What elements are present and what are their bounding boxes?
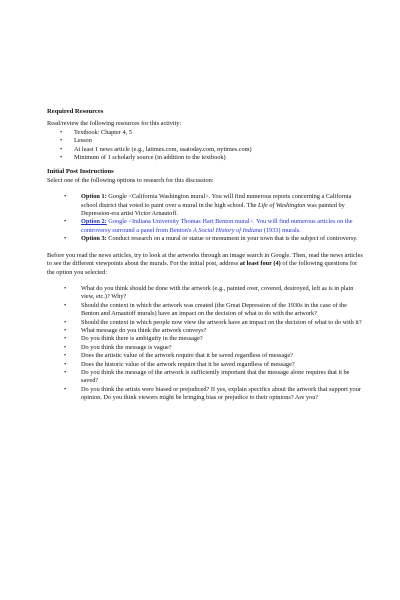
- option-1: [47, 193, 365, 218]
- instructions-paragraph: [47, 252, 365, 277]
- list-item: • Does the historic value of the artwork require that it be saved regardless of message?: [47, 361, 365, 369]
- resources-intro: Read/review the following resources for this activity:: [47, 120, 182, 128]
- option-3: [47, 235, 365, 243]
- option-2[interactable]: [47, 218, 365, 235]
- required-resources-heading: Required Resources: [47, 108, 104, 115]
- option-text: Conduct research on a mural or statue or monument in your town that is the subject of controversy.: [106, 235, 358, 243]
- list-item: • Does the artistic value of the artwork require that it be saved regardless of message?: [47, 352, 365, 360]
- option-text: Google <California Washington mural>. You will find numerous reports concerning a California school district that voted to paint over a mural in the high school. The: [81, 193, 352, 209]
- list-item: • What do you think should be done with the artwork (e.g., painted over, covered, destroyed, left as is in plain view, etc.)? Why?: [47, 285, 365, 302]
- options-list: [47, 193, 365, 243]
- option-label: Option 1:: [81, 193, 107, 201]
- list-item: • Should the context in which the artwork was created (the Great Depression of the 1930s in the case of the Benton and Arnautoff murals) have an impact on the decision of what to do with the artwork?: [47, 302, 365, 319]
- resources-list: [47, 129, 365, 163]
- option-label: Option 3:: [81, 235, 107, 243]
- option-text-end: was painted by Depression-era artist Victor Arnautoff.: [81, 201, 345, 218]
- initial-post-heading: Initial Post Instructions: [47, 168, 114, 176]
- list-item: • At least 1 news article (e.g., latimes.com, usatoday.com, nytimes.com): [47, 146, 365, 154]
- list-item: • Do you think the message is vague?: [47, 344, 365, 352]
- option-artwork-title: A Social History of Indiana: [193, 226, 263, 234]
- list-item: • Do you think the message of the artwork is sufficiently important that the message alone requires that it be saved?: [47, 369, 365, 386]
- option-artwork-title: Life of Washington: [258, 201, 306, 209]
- list-item: • Do you think there is ambiguity in the message?: [47, 335, 365, 343]
- list-item: • Minimum of 1 scholarly source (in addition to the textbook): [47, 154, 365, 162]
- paragraph-text: Before you read the news articles, try to look at the artworks through an image search in Google. Then, read the news articles to see the different viewpoints about the murals. For the initial post, address: [47, 251, 363, 268]
- paragraph-emphasis: at least four (4): [239, 260, 281, 268]
- paragraph-text-end: of the following questions for the option you selected:: [47, 260, 358, 276]
- option-text-end: (1933) murals.: [262, 226, 301, 234]
- document-page: [47, 108, 365, 403]
- option-label-link[interactable]: Option 2:: [81, 218, 107, 226]
- list-item: • What message do you think the artwork conveys?: [47, 327, 365, 335]
- instructions-intro: Select one of the following options to research for this discussion:: [47, 176, 214, 184]
- questions-list: [47, 285, 365, 403]
- option-text: Google <Indiana University Thomas Hart Benton mural>. You will find numerous articles on the controversy surround a panel from Benton's: [81, 218, 353, 234]
- list-item: • Should the context in which people now view the artwork have an impact on the decision of what to do with it?: [47, 319, 365, 327]
- list-item: • Textbook: Chapter 4, 5: [47, 129, 365, 137]
- list-item: • Lesson: [47, 137, 365, 145]
- list-item: • Do you think the artists were biased or prejudiced? If yes, explain specifics about the artwork that support your opinion. Do you think viewers might be bringing bias or prejudice to their opinions? Are you?: [47, 386, 365, 403]
